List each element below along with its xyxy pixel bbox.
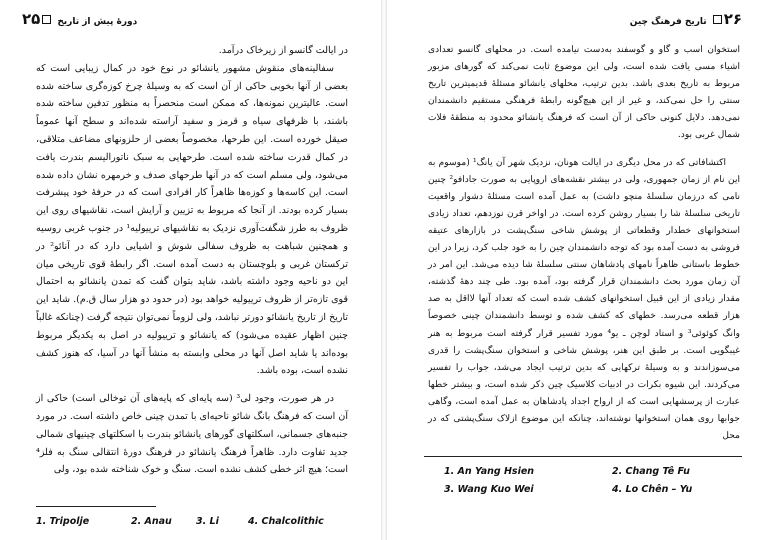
footnote: 2. Chang Tê Fu	[612, 466, 690, 477]
left-paragraph: در هر صورت، وجود لی³ (سه پایه‌ای که پایه‌های آن توخالی است) حاکی از آن است که فرهنگ بانگ شائو ناحیه‌ای با تمدن چینی خاص داشته است. در مورد جنبه‌های جسمانی، اسکلتهای گورهای یانشائو بندرت با اسکلتهای چینیهای شمالی جدید تفاوت دارد. ظاهراً فرهنگ یانشائو در فرهنگ دورهٔ انتقالی سنگ به فلز⁴ است؛ هیچ اثر خطی کشف نشده است. سنگ و خوک شناخته شده بود، ولی	[36, 393, 348, 476]
right-page-header	[626, 10, 742, 30]
right-footnote-rule	[424, 456, 742, 457]
footnote: 3. Li	[196, 516, 219, 527]
header-square-icon	[713, 15, 722, 24]
footnote: 4. Lo Chên – Yu	[612, 484, 693, 495]
right-page	[384, 0, 768, 540]
footnote: 1. An Yang Hsien	[444, 466, 535, 477]
left-body-text	[36, 42, 348, 479]
right-footnotes	[444, 466, 744, 502]
header-square-icon	[42, 15, 51, 24]
right-body-text	[428, 42, 740, 445]
left-footnotes	[36, 516, 356, 532]
footnote: 3. Wang Kuo Wei	[444, 484, 534, 495]
left-paragraph: سفالینه‌های منقوش مشهور یانشائو در نوع خود در کمال زیبایی است که بعضی از آنها بخوبی حاکی از آن است که به وسیلهٔ چرخ کوزه‌گری ساخته شده است. عالیترین نمونه‌ها، که ممکن است منحصراً به منظور تدفین ساخته شده باشند، با ظرفهای سیاه و قرمز و سفید آراسته شده‌اند و سطح آنها عموماً صیقل خورده است. این طرحها، مخصوصاً بعضی از حلزونهای مضاعف متلاقی، در کمال قدرت ساخته شده است. طرحهایی به سبک ناتورالیسم بندرت یافت می‌شود، ولی مسلم است که در آنها طرحهای صدف و خرمهره نشان داده شده است. این کاسه‌ها و کوزه‌ها ظاهراً کار افرادی است که در حرفهٔ خود پیشرفت بسیار کرده بودند. از آنجا که مربوط به تزیین و آرایش است، نقاشیهای روی این ظروف به طرز شگفت‌آوری نزدیک به نقاشیهای ترییولیه¹ در جنوب غربی روسیه و همچنین شباهت به ظروف سفالی شوش و اشیایی دارد که در آنائو² در ترکستان غربی و بلوچستان به دست آمده است. اگر رابطهٔ قوی تاریخی میان این دو ناحیه وجود داشته باشد، شاید بتوان گفت که تمدن یانشائو به احتمال قوی تازه‌تر از ظروف ترییولیه خواهد بود (در حدود دو هزار سال ق.م). شاید این تاریخ از تاریخ یانشائو دورتر نباشد، ولی لزوماً نمی‌توان نتیجه گرفت (چنانکه غالباً چنین اظهار عقیده می‌شود) که یانشائو و ترییولیه در اصل به یکدیگر مربوط بوده‌اند یا شاید اصل آنها در محلی وابسته به منشأ آنها در آسیا، که هنوز کشف نشده است، بوده باشد.	[36, 62, 349, 377]
footnote: 4. Chalcolithic	[248, 516, 324, 527]
right-paragraph: استخوان اسب و گاو و گوسفند به‌دست نیامده است. در محلهای گانسو تعدادی اشیاء مسی یافت شده است، ولی این موضوع ثابت نمی‌کند که گورهای مزبور مربوط به تاریخ بعدی باشد. بدین ترتیب، محلهای یانشائو مسئلهٔ قدیمیترین تاریخ سنتی را حل نمی‌کند، و غیر از این هیچ‌گونه رابطهٔ فرهنگی مستقیم دانشمندان نمی‌دهد. دلایل کنونی حاکی از آن است که فرهنگ یانشائو محدود به منطقهٔ فلات شمال غربی بود.	[428, 45, 740, 141]
right-paragraph: اکتشافاتی که در محل دیگری در ایالت هونان، نزدیک شهر آن یانگ¹ (موسوم به این نام از زمان جمهوری، ولی در بیشتر نقشه‌های اروپایی به صورت جادافو² چنین نامی که درزمان سلسلهٔ منچو داشت) به عمل آمده است مسئلهٔ دشوار واقعیت تاریخی سلسلهٔ شا را بسیار روشن کرده است. در اواخر قرن نوزدهم، تعداد زیادی استخوانهای خطدار وقطعاتی از پوشش شاخی سنگ‌پشت در بازارهای عتیقه فروشی به دست آمده بود که توجه دانشمندان چین را به خود جلب کرد، زیرا در این خطوط باستانی ظاهراً نامهای پادشاهان سنتی سلسلهٔ شا دیده می‌شد. این امر در آن زمان مورد بحث دانشمندان قرار گرفته بود، آمده بود. طی چند دههٔ گذشته، مقدار زیادی از این قبیل استخوانهای کشف شده است که تعداد آنها لااقل به صد هزار قطعه می‌رسد. خطهای که کشف شده و توسط دانشمندان چینی خصوصاً وانگ کوئوئی³ و استاد لوچن ـ یو⁴ مورد تفسیر قرار گرفته است مربوط به هنر غیبگویی است. بر طبق این هنر، پوشش شاخی و استخوان سنگ‌پشت را قدری می‌سوزاندند و به وسیلهٔ ترکهایی که بدین ترتیب ایجاد می‌شد، جواب را تفسیر می‌کردند. این شیوه بکرات در ادبیات کلاسیک چین ذکر شده است، و بیشتر خطها عبارت از پرسشهایی است که از ارواح اجداد پادشاهان به عمل آمده است، وگاهی جوابها روی همان استخوانها نوشته‌اند، چنانکه این موضوع ازلاک سنگ‌پشتی که در محل	[428, 157, 740, 442]
left-page-header	[22, 10, 141, 30]
footnote: 2. Anau	[131, 516, 172, 527]
right-page-number: ۲۶	[723, 10, 742, 28]
footnote: 1. Tripolje	[36, 516, 90, 527]
right-running-head: تاریخ فرهنگ چین	[629, 17, 707, 27]
left-footnote-rule	[36, 506, 156, 507]
left-page-number: ۲۵	[22, 10, 41, 28]
left-running-head: دورهٔ پیش از تاریخ	[57, 17, 138, 27]
left-paragraph: در ایالت گانسو از زیرخاک درآمد.	[218, 45, 348, 56]
